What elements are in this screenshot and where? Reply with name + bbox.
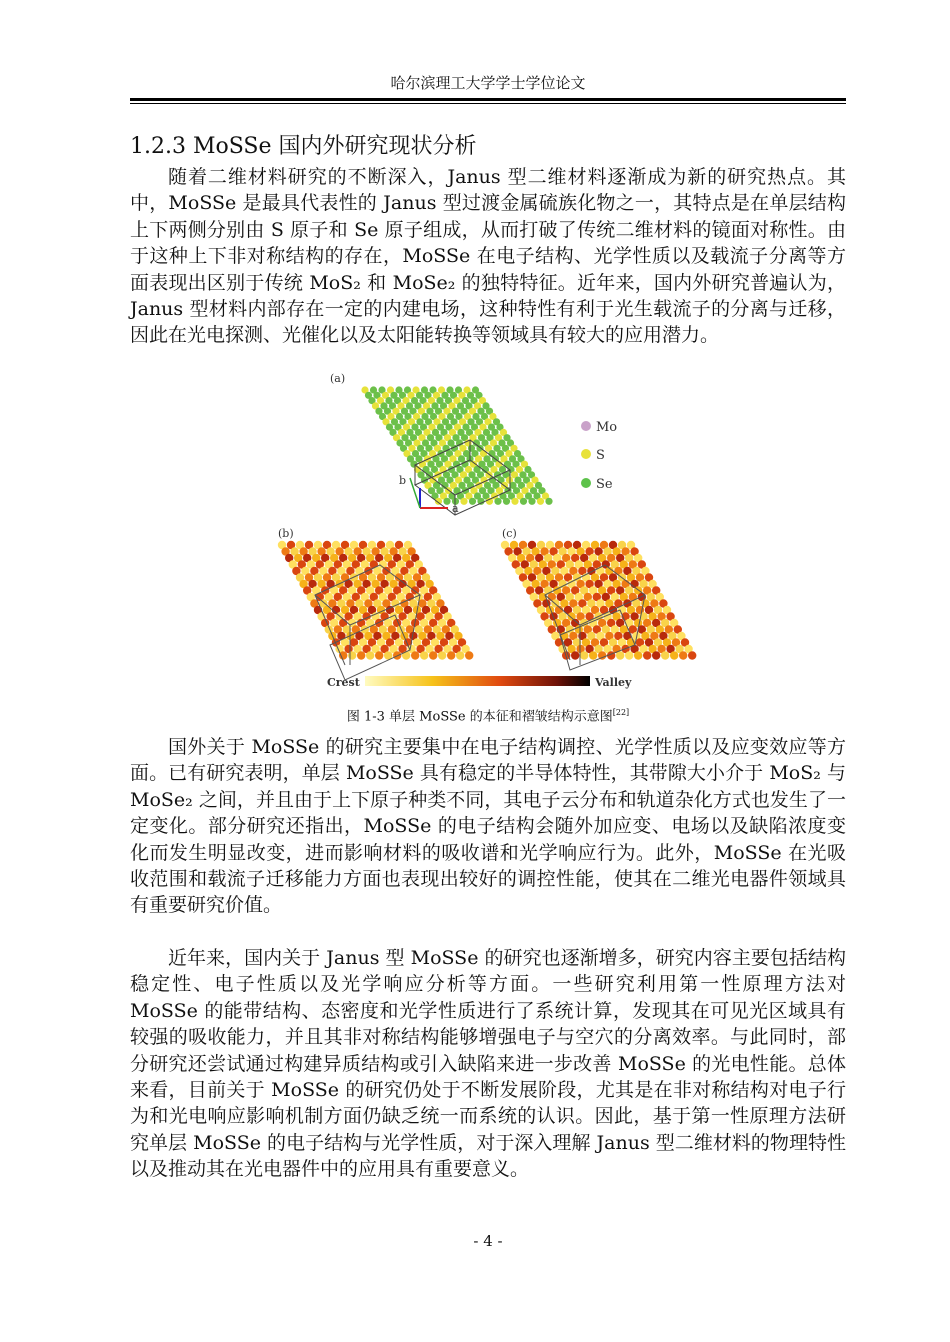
atom (447, 651, 455, 659)
legend-s-marker (581, 449, 591, 459)
atom (465, 651, 473, 659)
legend (581, 420, 617, 492)
atom (456, 651, 464, 659)
atom (375, 651, 383, 659)
atom (429, 651, 437, 659)
paragraph-intro: 随着二维材料研究的不断深入，Janus 型二维材料逐渐成为新的研究热点。其中，MoSSe 是最具代表性的 Janus 型过渡金属硫族化物之一，其特点是在单层结构上下两侧分别由 S 原子和 Se 原子组成，从而打破了传统二维材料的镜面对称性。由于这种上下非对称结构的存在，MoSSe 在电子结构、光学性质以及载流子分离等方面表现出区别于传统 MoS₂ 和 MoSe₂ 的独特特征。近年来，国内外研究普遍认为，Janus 型材料内部存在一定的内建电场，这种特性有利于光生载流子的分离与迁移，因此在光电探测、光催化以及太阳能转换等领域具有较大的应用潜力。 (130, 166, 846, 347)
atom (402, 651, 410, 659)
atom (528, 498, 535, 505)
atom (670, 651, 678, 659)
crest-valley-colorbar (365, 676, 590, 686)
atom (443, 498, 450, 505)
section-title: 1.2.3 MoSSe 国内外研究现状分析 (130, 134, 477, 159)
atom (634, 651, 642, 659)
panel-c-label: (c) (502, 527, 517, 540)
atom (571, 651, 579, 659)
header-rule-thin (130, 103, 846, 104)
atom (420, 651, 428, 659)
legend-s-label: S (596, 448, 605, 463)
figure-citation: [22] (612, 708, 630, 717)
panel-a-label: (a) (330, 372, 346, 385)
atom (589, 651, 597, 659)
legend-mo-marker (581, 421, 591, 431)
atom (688, 651, 696, 659)
figure-caption (130, 704, 846, 726)
paragraph-domestic: 近年来，国内关于 Janus 型 MoSSe 的研究也逐渐增多，研究内容主要包括结构稳定性、电子性质以及光学响应分析等方面。一些研究利用第一性原理方法对 MoSSe 的能带结构、态密度和光学性质进行了系统计算，发现其在可见光区域具有较强的吸收能力，并且其非对称结构能够增强电子与空穴的分离效率。与此同时，部分研究还尝试通过构建异质结构或引入缺陷来进一步改善 MoSSe 的光电性能。总体来看，目前关于 MoSSe 的研究仍处于不断发展阶段，尤其是在非对称结构对电子行为和光电响应影响机制方面仍缺乏统一而系统的认识。因此，基于第一性原理方法研究单层 MoSSe 的电子结构与光学性质，对于深入理解 Janus 型二维材料的物理特性以及推动其在光电器件中的应用具有重要意义。 (130, 947, 846, 1181)
atom (438, 651, 446, 659)
atom (520, 498, 527, 505)
atom (545, 498, 552, 505)
atom (643, 651, 651, 659)
atom (511, 498, 518, 505)
lattice-c (501, 541, 697, 660)
atom (366, 651, 374, 659)
atom (339, 651, 347, 659)
axis-b-label: b (399, 474, 407, 487)
atom (537, 498, 544, 505)
atom (616, 651, 624, 659)
figure-mosse-structure (270, 370, 710, 695)
header-rule-thick (130, 98, 846, 101)
figure-caption-text: 图 1-3 单层 MoSSe 的本征和褶皱结构示意图 (346, 709, 613, 725)
atom (661, 651, 669, 659)
valley-label: Valley (595, 676, 632, 689)
legend-mo-label: Mo (596, 420, 618, 435)
atom (580, 651, 588, 659)
atom (652, 651, 660, 659)
atom (503, 498, 510, 505)
atom (469, 498, 476, 505)
atom (625, 651, 633, 659)
atom (348, 651, 356, 659)
running-header: 哈尔滨理工大学学士学位论文 (390, 74, 586, 92)
atom (679, 651, 687, 659)
structure-illustration (270, 370, 710, 695)
atom (460, 498, 467, 505)
atom (411, 651, 419, 659)
lattice-b (278, 541, 474, 660)
atom (357, 651, 365, 659)
legend-se-label: Se (596, 477, 613, 492)
axis-a-label: a (452, 502, 459, 515)
legend-se-marker (581, 478, 591, 488)
crest-label: Crest (327, 676, 360, 689)
page-number: - 4 - (473, 1232, 503, 1250)
paragraph-international: 国外关于 MoSSe 的研究主要集中在电子结构调控、光学性质以及应变效应等方面。已有研究表明，单层 MoSSe 具有稳定的半导体特性，其带隙大小介于 MoS₂ 与 MoSe₂ 之间，并且由于上下原子种类不同，其电子云分布和轨道杂化方式也发生了一定变化。部分研究还指出，MoSSe 的电子结构会随外加应变、电场以及缺陷浓度变化而发生明显改变，进而影响材料的吸收谱和光学响应行为。此外，MoSSe 在光吸收范围和载流子迁移能力方面也表现出较好的调控性能，使其在二维光电器件领域具有重要研究价值。 (130, 736, 846, 917)
atom (494, 498, 501, 505)
panel-b-label: (b) (278, 527, 294, 540)
